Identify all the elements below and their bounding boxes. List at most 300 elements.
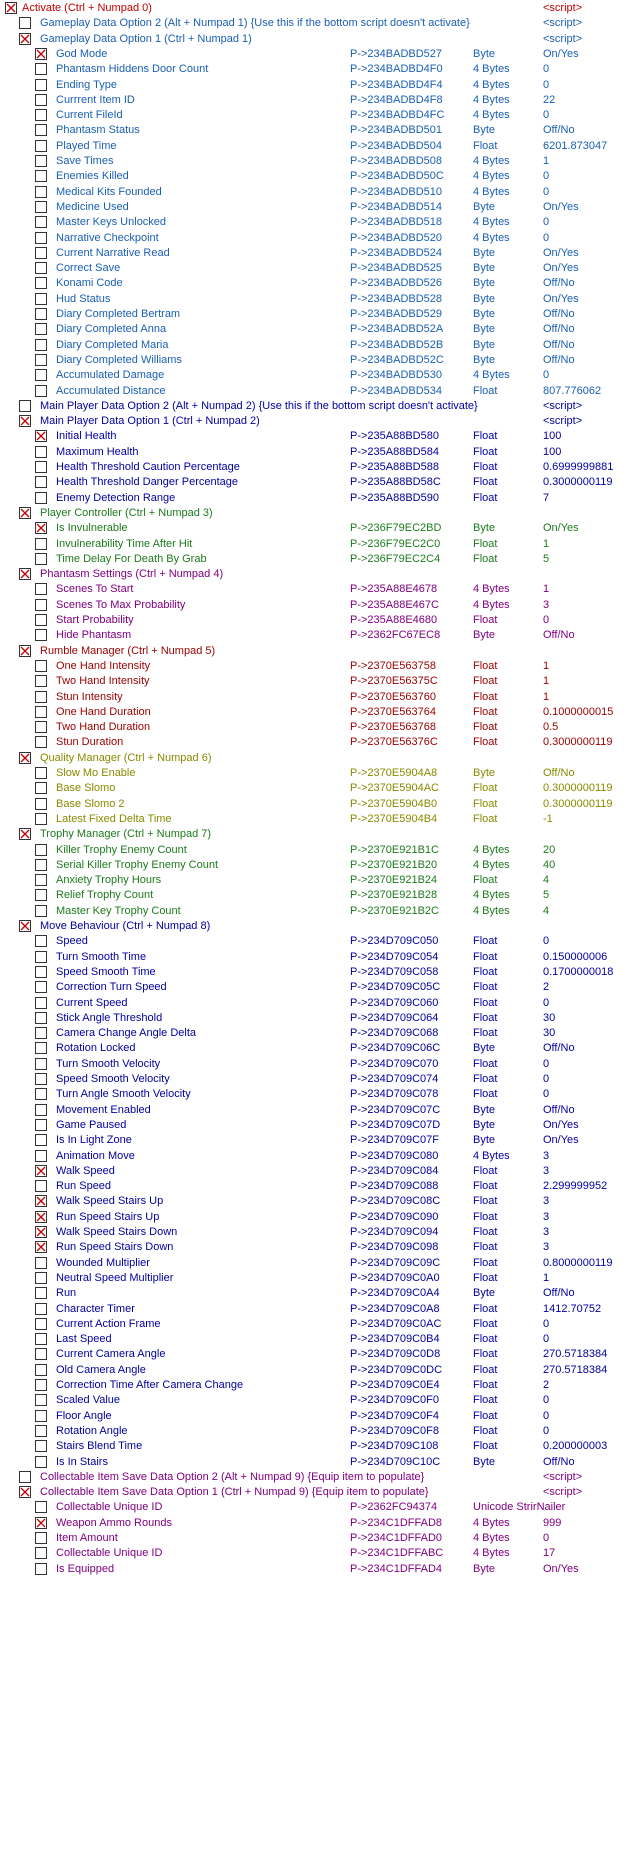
active-checkbox[interactable] [35, 859, 47, 871]
entry-type: Float [473, 1211, 498, 1223]
entry-type: Float [473, 1073, 498, 1085]
table-row[interactable] [0, 1560, 628, 1578]
entry-address: P->2370E56375C [350, 675, 438, 687]
entry-address: P->235A88E467C [350, 599, 439, 611]
entry-type: Float [473, 1180, 498, 1192]
entry-description: Walk Speed [56, 1165, 115, 1177]
entry-address: P->234BADBD4F0 [350, 63, 443, 75]
entry-value[interactable]: Off/No [543, 277, 575, 289]
entry-value[interactable]: 0 [543, 1532, 550, 1544]
entry-value[interactable]: 0 [543, 1425, 550, 1437]
entry-description: Move Behaviour (Ctrl + Numpad 8) [40, 920, 211, 932]
entry-description: Health Threshold Caution Percentage [56, 461, 240, 473]
active-checkbox[interactable] [35, 1088, 47, 1100]
entry-type: Float [473, 1012, 498, 1024]
entry-address: P->234BADBD528 [350, 293, 443, 305]
active-checkbox-checked[interactable] [35, 1226, 47, 1238]
entry-type: Byte [473, 323, 496, 335]
active-checkbox[interactable] [35, 981, 47, 993]
check-x-icon [36, 523, 46, 533]
active-checkbox[interactable] [35, 1547, 47, 1559]
entry-value[interactable]: 30 [543, 1027, 556, 1039]
active-checkbox[interactable] [35, 798, 47, 810]
active-checkbox-checked[interactable] [19, 920, 31, 932]
entry-type: Byte [473, 247, 496, 259]
entry-value[interactable]: 100 [543, 446, 562, 458]
active-checkbox[interactable] [35, 1119, 47, 1131]
active-checkbox[interactable] [35, 951, 47, 963]
entry-value[interactable]: 3 [543, 1211, 550, 1223]
entry-value[interactable]: 1 [543, 538, 550, 550]
entry-value[interactable]: 999 [543, 1517, 562, 1529]
active-checkbox-checked[interactable] [35, 522, 47, 534]
entry-type: Float [473, 981, 498, 993]
entry-address: P->234D709C084 [350, 1165, 439, 1177]
entry-value[interactable]: 0 [543, 186, 550, 198]
active-checkbox[interactable] [35, 94, 47, 106]
entry-value[interactable]: 0.1700000018 [543, 966, 614, 978]
active-checkbox[interactable] [35, 997, 47, 1009]
active-checkbox-checked[interactable] [5, 2, 17, 14]
active-checkbox[interactable] [35, 232, 47, 244]
active-checkbox[interactable] [35, 1348, 47, 1360]
active-checkbox[interactable] [35, 1257, 47, 1269]
active-checkbox[interactable] [35, 79, 47, 91]
active-checkbox[interactable] [35, 767, 47, 779]
entry-value[interactable]: 0 [543, 935, 550, 947]
active-checkbox[interactable] [35, 369, 47, 381]
entry-value[interactable]: 270.5718384 [543, 1364, 608, 1376]
entry-value[interactable]: 0 [543, 1394, 550, 1406]
entry-description: Current Action Frame [56, 1318, 161, 1330]
entry-value[interactable]: 1 [543, 660, 550, 672]
active-checkbox[interactable] [35, 614, 47, 626]
entry-description: Relief Trophy Count [56, 889, 154, 901]
entry-type: 4 Bytes [473, 94, 510, 106]
entry-type: Byte [473, 1119, 496, 1131]
active-checkbox[interactable] [35, 155, 47, 167]
entry-type: Byte [473, 629, 496, 641]
entry-address: P->235A88BD590 [350, 492, 439, 504]
active-checkbox-checked[interactable] [35, 48, 47, 60]
active-checkbox[interactable] [35, 339, 47, 351]
entry-value[interactable]: 0 [543, 1058, 550, 1070]
entry-value[interactable]: 5 [543, 889, 550, 901]
entry-value[interactable]: 5 [543, 553, 550, 565]
entry-value[interactable]: 807.776062 [543, 385, 602, 397]
active-checkbox-checked[interactable] [35, 1195, 47, 1207]
entry-description: Scenes To Max Probability [56, 599, 186, 611]
entry-description: Phantasm Status [56, 124, 140, 136]
check-x-icon [20, 829, 30, 839]
active-checkbox[interactable] [35, 1501, 47, 1513]
active-checkbox[interactable] [35, 1333, 47, 1345]
active-checkbox[interactable] [35, 109, 47, 121]
active-checkbox[interactable] [35, 706, 47, 718]
active-checkbox[interactable] [35, 1410, 47, 1422]
entry-address: P->2370E5904AC [350, 782, 439, 794]
entry-value[interactable]: 0 [543, 614, 550, 626]
active-checkbox[interactable] [35, 660, 47, 672]
active-checkbox[interactable] [35, 1073, 47, 1085]
entry-type: Byte [473, 48, 496, 60]
active-checkbox[interactable] [35, 889, 47, 901]
entry-value[interactable]: 7 [543, 492, 550, 504]
active-checkbox[interactable] [35, 691, 47, 703]
entry-type: Float [473, 1058, 498, 1070]
entry-address: P->234D709C09C [350, 1257, 441, 1269]
entry-value[interactable]: 0.1000000015 [543, 706, 614, 718]
entry-address: P->234D709C0F4 [350, 1410, 439, 1422]
entry-address: P->234D709C05C [350, 981, 441, 993]
entry-value[interactable]: 0.5 [543, 721, 559, 733]
entry-value[interactable]: 0.3000000119 [543, 736, 613, 748]
entry-value[interactable]: Off/No [543, 354, 575, 366]
entry-address: P->2370E5904A8 [350, 767, 438, 779]
active-checkbox[interactable] [35, 385, 47, 397]
active-checkbox[interactable] [35, 1303, 47, 1315]
entry-description: Turn Smooth Time [56, 951, 147, 963]
entry-value[interactable]: 3 [543, 1226, 550, 1238]
entry-script-value: <script> [543, 400, 583, 412]
entry-type: Float [473, 798, 498, 810]
entry-description: Old Camera Angle [56, 1364, 146, 1376]
active-checkbox[interactable] [35, 1379, 47, 1391]
entry-value[interactable]: 0 [543, 1088, 550, 1100]
entry-description: Medicine Used [56, 201, 129, 213]
entry-value[interactable]: 100 [543, 430, 562, 442]
entry-description: Speed Smooth Time [56, 966, 156, 978]
entry-value[interactable]: 0.8000000119 [543, 1257, 613, 1269]
active-checkbox[interactable] [35, 308, 47, 320]
entry-value[interactable]: 0.200000003 [543, 1440, 608, 1452]
active-checkbox[interactable] [35, 1042, 47, 1054]
entry-value[interactable]: On/Yes [543, 1119, 579, 1131]
active-checkbox[interactable] [19, 1471, 31, 1483]
entry-value[interactable]: Off/No [543, 323, 575, 335]
entry-description: Initial Health [56, 430, 117, 442]
active-checkbox[interactable] [35, 1272, 47, 1284]
entry-value[interactable]: 0 [543, 63, 550, 75]
active-checkbox[interactable] [35, 124, 47, 136]
entry-value[interactable]: 17 [543, 1547, 556, 1559]
active-checkbox[interactable] [35, 1058, 47, 1070]
entry-address: P->234D709C058 [350, 966, 439, 978]
entry-value[interactable]: Off/No [543, 629, 575, 641]
entry-value[interactable]: 0 [543, 997, 550, 1009]
active-checkbox[interactable] [35, 1180, 47, 1192]
active-checkbox[interactable] [35, 553, 47, 565]
entry-description: Correction Turn Speed [56, 981, 167, 993]
entry-address: P->234D709C064 [350, 1012, 439, 1024]
active-checkbox-checked[interactable] [19, 568, 31, 580]
active-checkbox[interactable] [35, 1532, 47, 1544]
active-checkbox[interactable] [19, 17, 31, 29]
entry-type: 4 Bytes [473, 905, 510, 917]
entry-value[interactable]: 1 [543, 155, 550, 167]
active-checkbox[interactable] [35, 262, 47, 274]
entry-value[interactable]: On/Yes [543, 1563, 579, 1575]
active-checkbox[interactable] [35, 874, 47, 886]
entry-description: Correct Save [56, 262, 121, 274]
entry-value[interactable]: 22 [543, 94, 556, 106]
entry-description: Stick Angle Threshold [56, 1012, 163, 1024]
active-checkbox-checked[interactable] [19, 752, 31, 764]
entry-value[interactable]: 1 [543, 1272, 550, 1284]
entry-value[interactable]: 3 [543, 599, 550, 611]
active-checkbox[interactable] [35, 905, 47, 917]
entry-type: Float [473, 385, 498, 397]
entry-value[interactable]: 30 [543, 1012, 556, 1024]
entry-type: Byte [473, 354, 496, 366]
entry-value[interactable]: 40 [543, 859, 556, 871]
entry-value[interactable]: 0.150000006 [543, 951, 608, 963]
entry-value[interactable]: Off/No [543, 767, 575, 779]
entry-description: Killer Trophy Enemy Count [56, 844, 187, 856]
entry-type: Byte [473, 1456, 496, 1468]
entry-description: Slow Mo Enable [56, 767, 136, 779]
check-x-icon [20, 508, 30, 518]
active-checkbox[interactable] [35, 476, 47, 488]
entry-value[interactable]: On/Yes [543, 1134, 579, 1146]
active-checkbox[interactable] [35, 1287, 47, 1299]
entry-type: Byte [473, 293, 496, 305]
active-checkbox-checked[interactable] [35, 1517, 47, 1529]
active-checkbox[interactable] [35, 323, 47, 335]
entry-description: Floor Angle [56, 1410, 112, 1422]
entry-description: Run Speed [56, 1180, 112, 1192]
entry-value[interactable]: 0 [543, 79, 550, 91]
entry-value[interactable]: Off/No [543, 1104, 575, 1116]
entry-value[interactable]: 0 [543, 1073, 550, 1085]
entry-description: Hide Phantasm [56, 629, 132, 641]
entry-address: P->2370E563764 [350, 706, 436, 718]
entry-value[interactable]: 1 [543, 691, 550, 703]
active-checkbox-checked[interactable] [35, 1211, 47, 1223]
entry-value[interactable]: Off/No [543, 1456, 575, 1468]
entry-address: P->2370E921B28 [350, 889, 438, 901]
entry-value[interactable]: 6201.873047 [543, 140, 608, 152]
entry-value[interactable]: -1 [543, 813, 553, 825]
entry-description: Accumulated Distance [56, 385, 166, 397]
entry-description: Base Slomo [56, 782, 116, 794]
entry-value[interactable]: 2 [543, 981, 550, 993]
active-checkbox-checked[interactable] [19, 1486, 31, 1498]
entry-type: Float [473, 553, 498, 565]
entry-address: P->2370E56376C [350, 736, 438, 748]
entry-type: Byte [473, 1134, 496, 1146]
entry-value[interactable]: 0 [543, 232, 550, 244]
active-checkbox-checked[interactable] [35, 1241, 47, 1253]
entry-type: 4 Bytes [473, 155, 510, 167]
entry-value[interactable]: 3 [543, 1241, 550, 1253]
entry-description: Current FileId [56, 109, 123, 121]
entry-value[interactable]: 0 [543, 369, 550, 381]
entry-type: Float [473, 1379, 498, 1391]
active-checkbox[interactable] [35, 844, 47, 856]
check-x-icon [36, 1227, 46, 1237]
entry-address: P->234BADBD529 [350, 308, 443, 320]
active-checkbox[interactable] [35, 461, 47, 473]
active-checkbox[interactable] [35, 63, 47, 75]
entry-description: Stun Duration [56, 736, 124, 748]
entry-address: P->234D709C0AC [350, 1318, 442, 1330]
entry-value[interactable]: Off/No [543, 1042, 575, 1054]
entry-address: P->234C1DFFAD4 [350, 1563, 443, 1575]
active-checkbox[interactable] [35, 492, 47, 504]
active-checkbox-checked[interactable] [35, 1165, 47, 1177]
entry-value[interactable]: 0.3000000119 [543, 798, 613, 810]
entry-value[interactable]: 2.299999952 [543, 1180, 608, 1192]
active-checkbox[interactable] [35, 538, 47, 550]
active-checkbox[interactable] [35, 966, 47, 978]
active-checkbox-checked[interactable] [19, 415, 31, 427]
entry-type: Byte [473, 262, 496, 274]
entry-value[interactable]: 0 [543, 216, 550, 228]
active-checkbox[interactable] [35, 935, 47, 947]
active-checkbox[interactable] [35, 277, 47, 289]
entry-address: P->234D709C06C [350, 1042, 441, 1054]
entry-address: P->234BADBD525 [350, 262, 443, 274]
active-checkbox[interactable] [35, 1563, 47, 1575]
active-checkbox-checked[interactable] [19, 507, 31, 519]
check-x-icon [20, 646, 30, 656]
active-checkbox-checked[interactable] [35, 430, 47, 442]
entry-value[interactable]: On/Yes [543, 48, 579, 60]
check-x-icon [20, 921, 30, 931]
entry-value[interactable]: On/Yes [543, 262, 579, 274]
entry-type: Float [473, 736, 498, 748]
active-checkbox[interactable] [35, 629, 47, 641]
entry-address: P->234BADBD527 [350, 48, 443, 60]
entry-type: Float [473, 1440, 498, 1452]
active-checkbox[interactable] [35, 1318, 47, 1330]
entry-description: Accumulated Damage [56, 369, 165, 381]
entry-address: P->234BADBD524 [350, 247, 443, 259]
entry-description: Health Threshold Danger Percentage [56, 476, 239, 488]
entry-description: Correction Time After Camera Change [56, 1379, 244, 1391]
check-x-icon [36, 1242, 46, 1252]
active-checkbox[interactable] [35, 354, 47, 366]
active-checkbox-checked[interactable] [19, 645, 31, 657]
entry-value[interactable]: 4 [543, 905, 550, 917]
entry-description: One Hand Duration [56, 706, 151, 718]
entry-value[interactable]: 0 [543, 1318, 550, 1330]
entry-address: P->234D709C068 [350, 1027, 439, 1039]
active-checkbox[interactable] [35, 1027, 47, 1039]
active-checkbox[interactable] [35, 1012, 47, 1024]
entry-value[interactable]: On/Yes [543, 247, 579, 259]
active-checkbox[interactable] [35, 201, 47, 213]
active-checkbox[interactable] [35, 675, 47, 687]
active-checkbox[interactable] [35, 247, 47, 259]
active-checkbox[interactable] [35, 1104, 47, 1116]
entry-type: Byte [473, 201, 496, 213]
entry-description: Last Speed [56, 1333, 112, 1345]
entry-value[interactable]: Off/No [543, 124, 575, 136]
entry-value[interactable]: 3 [543, 1150, 550, 1162]
entry-description: Medical Kits Founded [56, 186, 162, 198]
active-checkbox[interactable] [35, 1150, 47, 1162]
entry-description: Enemy Detection Range [56, 492, 176, 504]
entry-value[interactable]: Off/No [543, 1287, 575, 1299]
entry-script-value: <script> [543, 1486, 583, 1498]
entry-description: Run [56, 1287, 77, 1299]
entry-value[interactable]: 3 [543, 1165, 550, 1177]
active-checkbox[interactable] [35, 446, 47, 458]
active-checkbox[interactable] [35, 293, 47, 305]
entry-value[interactable]: 270.5718384 [543, 1348, 608, 1360]
entry-value[interactable]: 0.3000000119 [543, 476, 613, 488]
entry-value[interactable]: On/Yes [543, 201, 579, 213]
entry-value[interactable]: Off/No [543, 308, 575, 320]
active-checkbox[interactable] [35, 583, 47, 595]
active-checkbox[interactable] [35, 1440, 47, 1452]
entry-address: P->236F79EC2C0 [350, 538, 441, 550]
entry-address: P->234D709C0DC [350, 1364, 443, 1376]
entry-description: Gameplay Data Option 1 (Ctrl + Numpad 1) [40, 33, 252, 45]
active-checkbox[interactable] [35, 186, 47, 198]
active-checkbox[interactable] [35, 1364, 47, 1376]
entry-type: Float [473, 660, 498, 672]
check-x-icon [36, 1196, 46, 1206]
active-checkbox[interactable] [35, 1394, 47, 1406]
entry-value[interactable]: 1412.70752 [543, 1303, 602, 1315]
active-checkbox[interactable] [35, 813, 47, 825]
entry-value[interactable]: 4 [543, 874, 550, 886]
active-checkbox[interactable] [35, 140, 47, 152]
entry-type: Byte [473, 522, 496, 534]
entry-address: P->234BADBD52B [350, 339, 444, 351]
active-checkbox[interactable] [19, 400, 31, 412]
active-checkbox[interactable] [35, 599, 47, 611]
entry-value[interactable]: 0.3000000119 [543, 782, 613, 794]
entry-address: P->234D709C078 [350, 1088, 439, 1100]
entry-value[interactable]: 0 [543, 170, 550, 182]
active-checkbox-checked[interactable] [19, 828, 31, 840]
entry-value[interactable]: Off/No [543, 339, 575, 351]
entry-description: Is In Light Zone [56, 1134, 132, 1146]
active-checkbox[interactable] [35, 216, 47, 228]
entry-address: P->234D709C10C [350, 1456, 441, 1468]
active-checkbox[interactable] [35, 736, 47, 748]
entry-address: P->234BADBD534 [350, 385, 443, 397]
entry-value[interactable]: 0 [543, 1333, 550, 1345]
active-checkbox[interactable] [35, 170, 47, 182]
entry-value[interactable]: 0 [543, 1410, 550, 1422]
active-checkbox[interactable] [35, 721, 47, 733]
entry-value[interactable]: On/Yes [543, 522, 579, 534]
entry-value[interactable]: 0.6999999881 [543, 461, 614, 473]
active-checkbox[interactable] [35, 1456, 47, 1468]
entry-value[interactable]: 0 [543, 109, 550, 121]
entry-value[interactable]: 3 [543, 1195, 550, 1207]
active-checkbox-checked[interactable] [19, 33, 31, 45]
entry-address: P->235A88BD588 [350, 461, 439, 473]
entry-value[interactable]: On/Yes [543, 293, 579, 305]
entry-value[interactable]: 2 [543, 1379, 550, 1391]
entry-value[interactable]: 20 [543, 844, 556, 856]
entry-description: Character Timer [56, 1303, 135, 1315]
active-checkbox[interactable] [35, 1134, 47, 1146]
entry-type: Float [473, 1226, 498, 1238]
entry-value[interactable]: 1 [543, 675, 550, 687]
active-checkbox[interactable] [35, 782, 47, 794]
entry-value[interactable]: 1 [543, 583, 550, 595]
active-checkbox[interactable] [35, 1425, 47, 1437]
entry-description: Ending Type [56, 79, 117, 91]
entry-address: P->2370E563760 [350, 691, 436, 703]
